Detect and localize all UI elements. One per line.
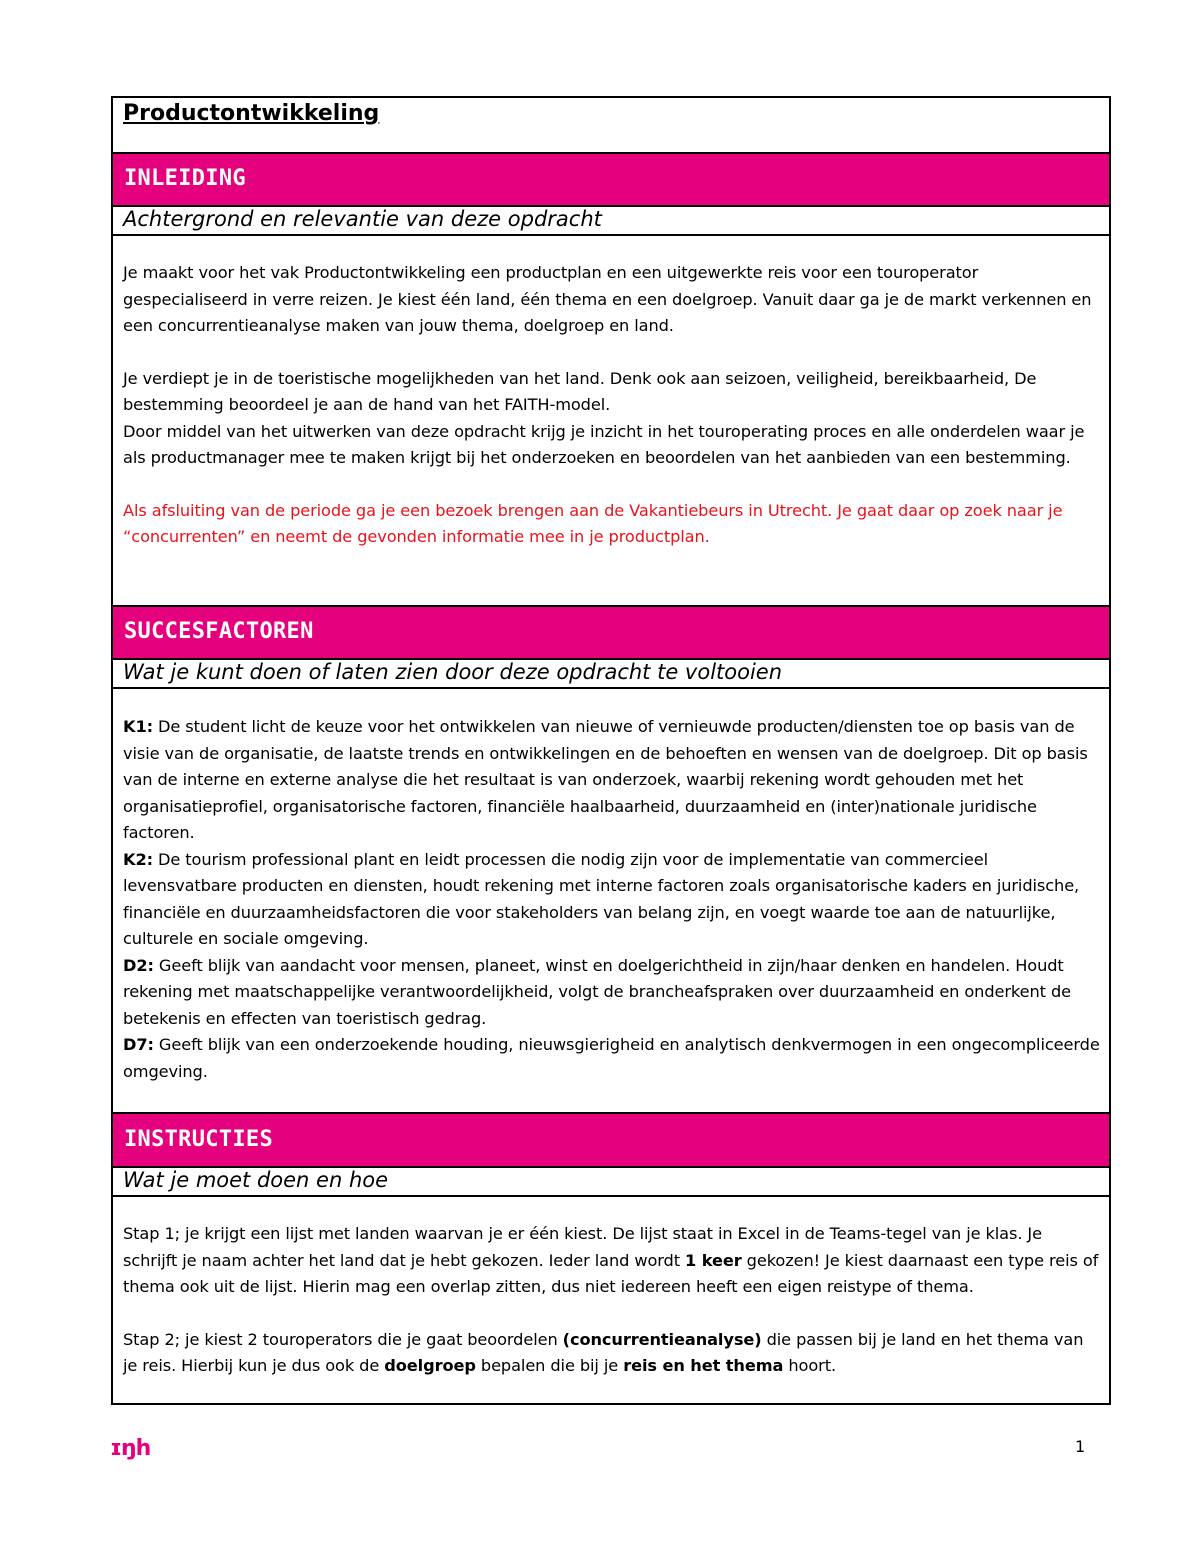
competence-text: De tourism professional plant en leidt processen die nodig zijn voor de implementatie van commercieel levensvatbare producten en diensten, houdt rekening met interne factoren zoals organisatorische kaders en juridische, financiële en duurzaamheidsfactoren die voor stakeholders van belang zijn, en voegt waarde toe aan de natuurlijke, culturele en sociale omgeving. (123, 849, 1080, 948)
competence-item (123, 714, 1101, 847)
competence-item (123, 847, 1101, 953)
paragraph: Je verdiept je in de toeristische mogelijkheden van het land. Denk ook aan seizoen, veiligheid, bereikbaarheid, De bestemming beoordeel je aan de hand van het FAITH-model. (123, 368, 1037, 414)
section-body (113, 689, 1109, 1114)
section-heading: SUCCESFACTOREN (124, 619, 314, 644)
competence-text: Geeft blijk van aandacht voor mensen, planeet, winst en doelgerichtheid in zijn/haar denken en handelen. Houdt rekening met maatschappelijke verantwoordelijkheid, volgt de brancheafspraken over duurzaamheid en onderkent de betekenis en effecten van toeristisch gedrag. (123, 955, 1071, 1028)
page-title: Productontwikkeling (123, 101, 380, 126)
section-heading-bar (113, 154, 1109, 207)
section-heading: INSTRUCTIES (124, 1127, 273, 1152)
section-body (113, 1197, 1109, 1403)
paragraph: Je maakt voor het vak Productontwikkeling een productplan en een uitgewerkte reis voor een touroperator gespecialiseerd in verre reizen. Je kiest één land, één thema en een doelgroep. Vanuit daar ga je de markt verkennen en een concurrentieanalyse maken van jouw thema, doelgroep en land. (123, 263, 1092, 335)
section-subtitle: Wat je kunt doen of laten zien door deze opdracht te voltooien (123, 660, 783, 684)
section-subtitle-row (113, 207, 1109, 236)
highlight-paragraph: Als afsluiting van de periode ga je een bezoek brengen aan de Vakantiebeurs in Utrecht. Je gaat daar op zoek naar je “concurrenten” en neemt de gevonden informatie mee in je productplan. (123, 500, 1063, 546)
title-row (113, 98, 1109, 154)
section-heading-bar (113, 1114, 1109, 1168)
section-body (113, 236, 1109, 607)
competence-text: Geeft blijk van een onderzoekende houding, nieuwsgierigheid en analytisch denkvermogen in een ongecompliceerde omgeving. (123, 1035, 1100, 1081)
competence-item (123, 1032, 1101, 1085)
competence-code: K2: (123, 849, 153, 869)
section-subtitle: Wat je moet doen en hoe (123, 1168, 389, 1192)
section-heading: INLEIDING (124, 166, 246, 191)
competence-item (123, 953, 1101, 1033)
section-subtitle-row (113, 1168, 1109, 1197)
paragraph: Door middel van het uitwerken van deze opdracht krijg je inzicht in het touroperating proces en alle onderdelen waar je als productmanager mee te maken krijgt bij het onderzoeken en beoordelen van het aanbieden van een bestemming. (123, 421, 1085, 467)
section-subtitle-row (113, 660, 1109, 689)
inholland-logo: ɪŋh (110, 1436, 151, 1461)
competence-text: De student licht de keuze voor het ontwikkelen van nieuwe of vernieuwde producten/diensten toe op basis van de visie van de organisatie, de laatste trends en ontwikkelingen en de behoeften en wensen van de doelgroep. Dit op basis van de interne en externe analyse die het resultaat is van onderzoek, waarbij rekening wordt gehouden met het organisatieprofiel, organisatorische factoren, financiële haalbaarheid, duurzaamheid en (inter)nationale juridische factoren. (123, 717, 1088, 842)
step-1: Stap 1; je krijgt een lijst met landen waarvan je er één kiest. De lijst staat in Excel in de Teams-tegel van je klas. Je schrijft je naam achter het land dat je hebt gekozen. Ieder land wordt 1 keer gekozen! Je kiest daarnaast een type reis of thema ook uit de lijst. Hierin mag een overlap zitten, dus niet iedereen heeft een eigen reistype of thema. (123, 1224, 1099, 1296)
step-2: Stap 2; je kiest 2 touroperators die je gaat beoordelen (concurrentieanalyse) die passen bij je land en het thema van je reis. Hierbij kun je dus ook de doelgroep bepalen die bij je reis en het thema hoort. (123, 1329, 1084, 1375)
document-table (111, 96, 1111, 1405)
competence-code: D2: (123, 955, 154, 975)
section-subtitle: Achtergrond en relevantie van deze opdracht (123, 207, 602, 231)
section-heading-bar (113, 607, 1109, 660)
page-number: 1 (1075, 1437, 1086, 1456)
competence-code: D7: (123, 1035, 154, 1054)
competence-code: K1: (123, 717, 153, 736)
